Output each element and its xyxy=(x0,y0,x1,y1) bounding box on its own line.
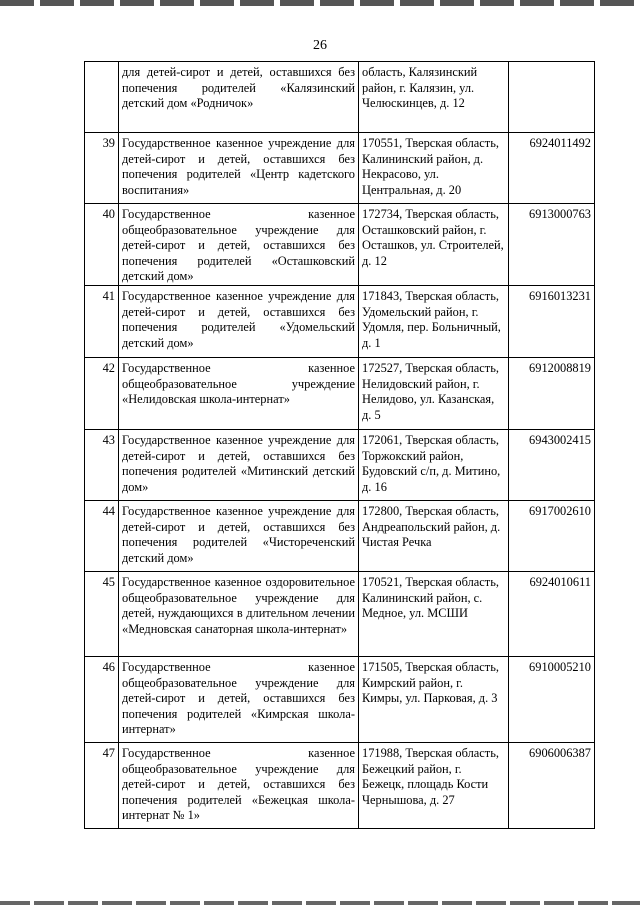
institution-address: 171505, Тверская область, Кимрский район, г. Кимры, ул. Парковая, д. 3 xyxy=(359,657,509,743)
table-row xyxy=(85,501,595,572)
table-row xyxy=(85,133,595,204)
institution-address: 171843, Тверская область, Удомельский район, г. Удомля, пер. Больничный, д. 1 xyxy=(359,286,509,358)
table-row xyxy=(85,286,595,358)
table-row xyxy=(85,657,595,743)
bottom-edge-rule xyxy=(0,901,640,905)
row-number: 45 xyxy=(85,572,119,657)
institution-inn: 6917002610 xyxy=(509,501,595,572)
table-row xyxy=(85,743,595,829)
institution-name: Государственное казенное учреждение для детей-сирот и детей, оставшихся без попечения родителей «Чистореченский детский дом» xyxy=(119,501,359,572)
institution-address: 172800, Тверская область, Андреапольский район, д. Чистая Речка xyxy=(359,501,509,572)
institution-inn: 6913000763 xyxy=(509,204,595,286)
institution-address: 171988, Тверская область, Бежецкий район, г. Бежецк, площадь Кости Чернышова, д. 27 xyxy=(359,743,509,829)
institution-inn: 6924011492 xyxy=(509,133,595,204)
institutions-table xyxy=(84,61,595,829)
page-number: 26 xyxy=(313,38,327,53)
row-number: 40 xyxy=(85,204,119,286)
institution-name: Государственное казенное общеобразовательное учреждение для детей-сирот и детей, оставшихся без попечения родителей «Осташковский детский дом» xyxy=(119,204,359,286)
institution-inn: 6906006387 xyxy=(509,743,595,829)
row-number: 46 xyxy=(85,657,119,743)
row-number: 44 xyxy=(85,501,119,572)
table-row xyxy=(85,430,595,501)
row-number: 39 xyxy=(85,133,119,204)
institution-inn: 6910005210 xyxy=(509,657,595,743)
institution-address: 170521, Тверская область, Калининский район, с. Медное, ул. МСШИ xyxy=(359,572,509,657)
institution-inn xyxy=(509,62,595,133)
institution-name: Государственное казенное учреждение для детей-сирот и детей, оставшихся без попечения родителей «Центр кадетского воспитания» xyxy=(119,133,359,204)
institution-name: Государственное казенное учреждение для детей-сирот и детей, оставшихся без попечения родителей «Митинский детский дом» xyxy=(119,430,359,501)
institution-inn: 6924010611 xyxy=(509,572,595,657)
institution-name: Государственное казенное учреждение для детей-сирот и детей, оставшихся без попечения родителей «Удомельский детский дом» xyxy=(119,286,359,358)
institution-name: для детей-сирот и детей, оставшихся без попечения родителей «Калязинский детский дом «Родничок» xyxy=(119,62,359,133)
institution-inn: 6912008819 xyxy=(509,358,595,430)
institution-address: область, Калязинский район, г. Калязин, ул. Челюскинцев, д. 12 xyxy=(359,62,509,133)
institution-inn: 6943002415 xyxy=(509,430,595,501)
institution-address: 172734, Тверская область, Осташковский район, г. Осташков, ул. Строителей, д. 12 xyxy=(359,204,509,286)
table-row xyxy=(85,62,595,133)
table-row xyxy=(85,572,595,657)
institution-name: Государственное казенное общеобразовательное учреждение для детей-сирот и детей, оставшихся без попечения родителей «Кимрская школа-интернат» xyxy=(119,657,359,743)
institution-name: Государственное казенное оздоровительное общеобразовательное учреждение для детей, нуждающихся в длительном лечении «Медновская санаторная школа-интернат» xyxy=(119,572,359,657)
institution-address: 172061, Тверская область, Торжокский район, Будовский с/п, д. Митино, д. 16 xyxy=(359,430,509,501)
row-number: 42 xyxy=(85,358,119,430)
top-edge-rule xyxy=(0,0,640,6)
institution-inn: 6916013231 xyxy=(509,286,595,358)
row-number: 43 xyxy=(85,430,119,501)
row-number xyxy=(85,62,119,133)
row-number: 47 xyxy=(85,743,119,829)
table-row xyxy=(85,204,595,286)
institution-name: Государственное казенное общеобразовательное учреждение «Нелидовская школа-интернат» xyxy=(119,358,359,430)
institution-name: Государственное казенное общеобразовательное учреждение для детей-сирот и детей, оставшихся без попечения родителей «Бежецкая школа-интернат № 1» xyxy=(119,743,359,829)
table-row xyxy=(85,358,595,430)
institution-address: 170551, Тверская область, Калининский район, д. Некрасово, ул. Центральная, д. 20 xyxy=(359,133,509,204)
institution-address: 172527, Тверская область, Нелидовский район, г. Нелидово, ул. Казанская, д. 5 xyxy=(359,358,509,430)
row-number: 41 xyxy=(85,286,119,358)
